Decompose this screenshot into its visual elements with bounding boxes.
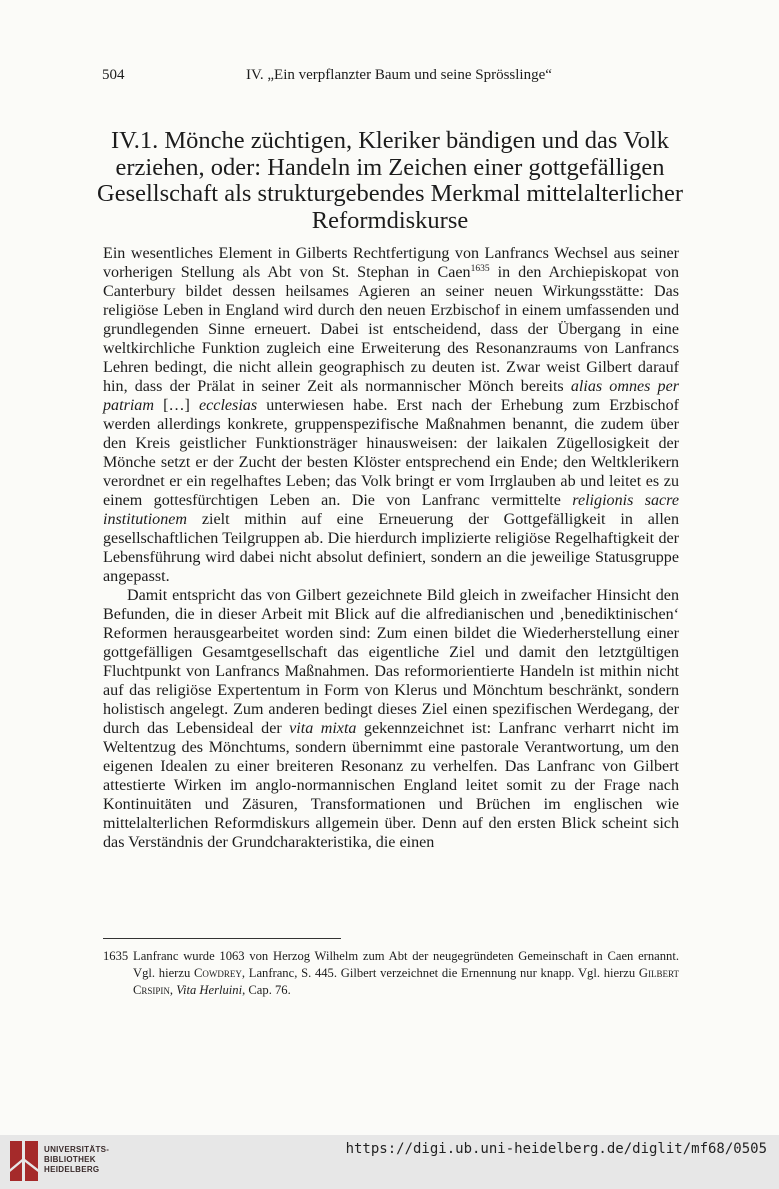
footnote-separator [103,938,341,939]
permalink-url[interactable]: https://digi.ub.uni-heidelberg.de/diglit/mf68/0505 [345,1141,767,1157]
running-title: IV. „Ein verpflanzter Baum und seine Sprösslinge“ [246,67,552,83]
page-header [102,67,678,87]
text-run: unterwiesen habe. Erst nach der Erhebung zum Erzbischof werden allerdings konkrete, gruppenspezifische Maßnahmen benannt, die zudem über den Kreis geistlicher Funktionsträger hinausweisen: der laikalen Zügellosigkeit der Mönche setzt er der Zucht der besten Klöster entsprechend ein Ende; den Weltklerikern verordnet er ein regelhaftes Leben; das Volk bringt er vom Irrglauben ab und leitet es zu einem gottesfürchtigen Leben an. Die von Lanfranc vermittelte [103,397,679,509]
text-run: in den Archiepiskopat von Canterbury bildet dessen heilsames Agieren an seiner neuen Wirkungsstätte: Das religiöse Leben in England wird durch den neuen Erzbischof in einem umfassenden und grundlegenden Sinne erneuert. Dabei ist entscheidend, dass der Übergang in eine weltkirchliche Funktion zugleich eine Erweiterung des Resonanzraums von Lanfrancs Lehren bedingt, die nicht allein geographisch zu deuten ist. Zwar weist Gilbert darauf hin, dass der Prälat in seiner Zeit als normannischer Mönch bereits [103,264,679,395]
footnote-1635 [103,948,679,999]
library-name-line: BIBLIOTHEK [44,1155,96,1164]
text-run: , [169,983,177,997]
chapter-title-line: Reformdiskurse [311,206,469,234]
text-run: […] [153,397,200,414]
chapter-title-line: Gesellschaft als strukturgebendes Merkmal mittelalterlicher [97,180,683,207]
chapter-title-line: IV.1. Mönche züchtigen, Kleriker bändigen und das Volk [111,127,669,154]
latin-quote: vita mixta [289,720,357,737]
university-library-logo-icon [8,1139,40,1183]
footnote-reference[interactable]: 1635 [470,264,490,274]
text-run: Lanfranc wurde 1063 von Herzog Wilhelm zum Abt der neugegründeten Gemeinschaft in Caen ernannt. Vgl. hierzu [133,949,679,980]
author-name: Cowdrey [193,966,242,980]
text-run: , Cap. 76. [242,983,291,997]
work-title: Vita Herluini [176,983,243,997]
text-run: gekennzeichnet ist: Lanfranc verharrt nicht im Weltentzug des Mönchtums, sondern übernimmt eine pastorale Verantwortung, um den eigenen Idealen zu einer breiteren Resonanz zu verhelfen. Das Lanfranc von Gilbert attestierte Wirken im anglo-normannischen England leitet somit zu der Frage nach Kontinuitäten und Zäsuren, Transformationen und Brüchen im englischen wie mittelalterlichen Reformdiskurs allgemein über. Denn auf den ersten Blick scheint sich das Verständnis der Grundcharakteristika, die einen [103,720,679,851]
text-run: zielt mithin auf eine Erneuerung der Gottgefälligkeit in allen gesellschaftlichen Teilgruppen ab. Die hierdurch implizierte religiöse Regelhaftigkeit der Lebensführung wird dabei nicht absolut definiert, sondern an die jeweilige Statusgruppe angepasst. [103,511,679,585]
body-text [103,244,679,852]
latin-quote: religionis sacre institutionem [103,492,679,528]
chapter-title [90,128,690,234]
text-run: Ein wesentliches Element in Gilberts Rechtfertigung von Lanfrancs Wechsel aus seiner vorherigen Stellung als Abt von St. Stephan in Caen [103,245,679,281]
text-run: Damit entspricht das von Gilbert gezeichnete Bild gleich in zweifacher Hinsicht den Befunden, die in dieser Arbeit mit Blick auf die alfredianischen und ‚benediktinischen‘ Reformen herausgearbeitet worden sind: Zum einen bildet die Wiederherstellung einer gottgefälligen Gesamtgesellschaft das eigentliche Ziel und damit den letztgültigen Fluchtpunkt von Lanfrancs Maßnahmen. Das reformorientierte Handeln ist mithin nicht auf das religiöse Expertentum in Form von Klerus und Mönchtum beschränkt, sondern holistisch angelegt. Zum anderen bedingt dieses Ziel einen spezifischen Werdegang, der durch das Lebensideal der [103,587,679,737]
latin-quote: ecclesias [199,397,258,414]
paragraph-1 [103,244,679,586]
library-name [44,1145,109,1175]
text-run: , Lanfranc, S. 445. Gilbert verzeichnet die Ernennung nur knapp. Vgl. hierzu [241,966,639,980]
latin-quote: alias omnes per patriam [103,378,679,414]
footnote-number: 1635 [103,949,129,963]
footnote-text [133,948,679,999]
author-name: Gilbert Crsipin [133,966,679,997]
library-name-line: UNIVERSITÄTS- [44,1145,110,1154]
page-number: 504 [102,67,125,83]
library-name-line: HEIDELBERG [44,1165,100,1174]
paragraph-2 [103,586,679,852]
chapter-title-line: erziehen, oder: Handeln im Zeichen einer gottgefälligen [115,153,665,181]
